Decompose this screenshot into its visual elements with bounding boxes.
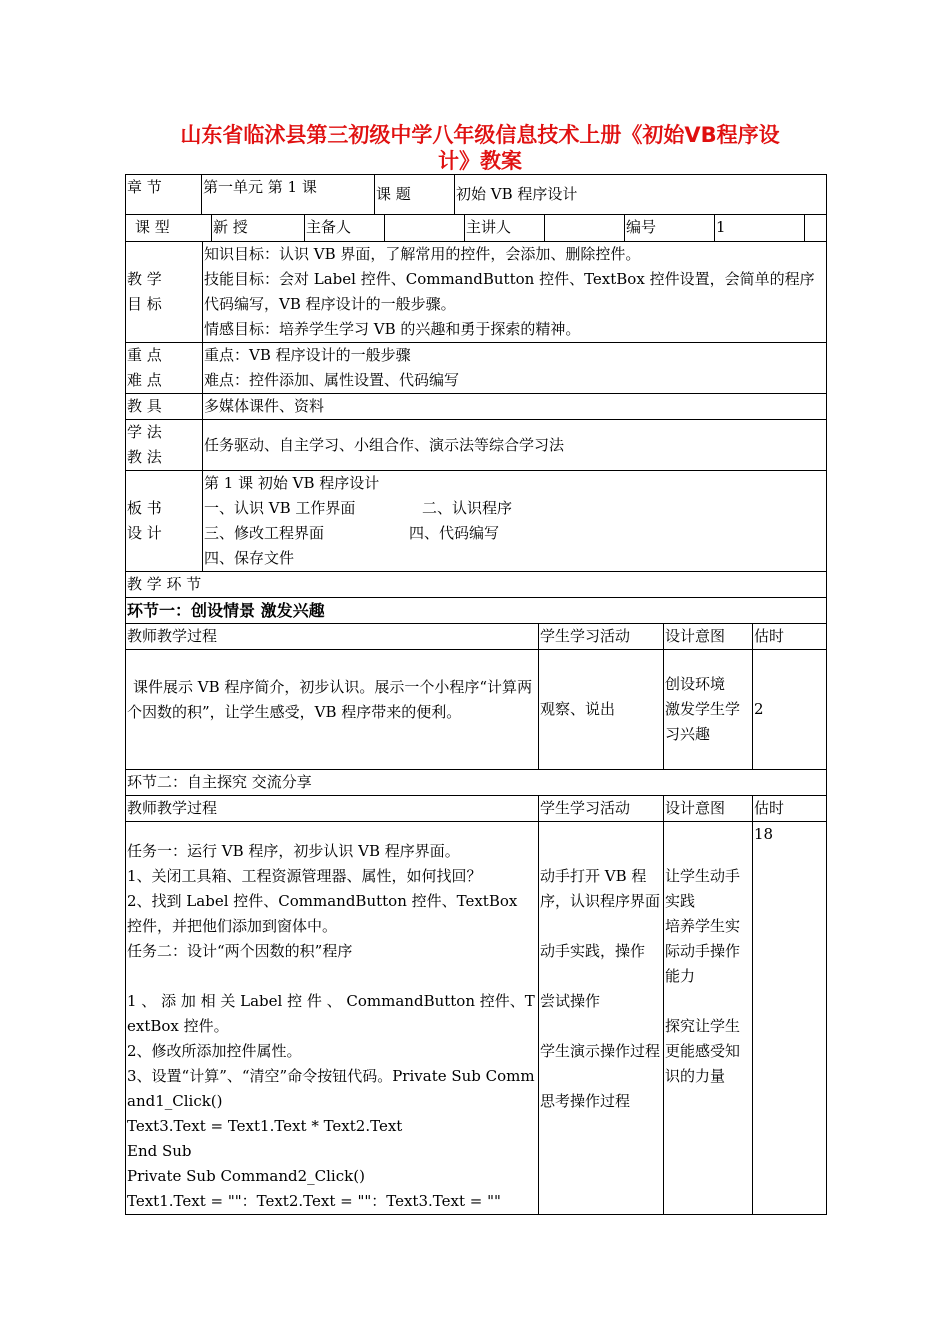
stage2-intent-3: 探究让学生更能感受知识的力量 xyxy=(665,1017,741,1085)
stage1-intent xyxy=(664,650,753,770)
methods-label xyxy=(126,420,203,471)
board-line-2 xyxy=(204,496,825,521)
preparer-value xyxy=(385,215,465,242)
empty-cell xyxy=(805,215,827,242)
stage1-col-time: 估时 xyxy=(753,624,827,650)
stage2-teacher-gap xyxy=(127,964,537,989)
stage2-teacher-line: 3、设置“计算”、“清空”命令按钮代码。Private Sub Command1_Click() xyxy=(127,1067,535,1110)
stage2-student-4: 学生演示操作过程 xyxy=(540,1042,661,1060)
board-item-2: 二、认识程序 xyxy=(422,499,513,517)
stage2-intent xyxy=(664,822,753,1215)
stage2-student-gap xyxy=(540,1014,662,1039)
stage2-teacher-line: Text1.Text = ""：Text2.Text = ""：Text3.Text = "" xyxy=(127,1192,501,1210)
emotion-objective: 情感目标：培养学生学习 VB 的兴趣和勇于探索的精神。 xyxy=(204,320,581,338)
tools-value: 多媒体课件、资料 xyxy=(203,394,827,420)
methods-label-1: 学 法 xyxy=(127,423,162,441)
stage1-teacher-text: 课件展示 VB 程序简介，初步认识。展示一个小程序“计算两个因数的积”，让学生感受，VB 程序带来的便利。 xyxy=(127,677,533,721)
document-title xyxy=(130,122,830,174)
stage2-student-2: 动手实践，操作 xyxy=(540,942,646,960)
stage1-table xyxy=(125,597,827,1215)
keypoints-label-1: 重 点 xyxy=(127,346,162,364)
header-table-1 xyxy=(125,174,827,215)
board-item-1: 一、认识 VB 工作界面 xyxy=(204,499,356,517)
methods-value: 任务驱动、自主学习、小组合作、演示法等综合学习法 xyxy=(203,420,827,471)
lesson-plan xyxy=(125,174,826,1215)
title-line-2: 计》教案 xyxy=(438,149,522,173)
stage1-heading: 环节一：创设情景 激发兴趣 xyxy=(126,598,827,624)
stage1-col-student: 学生学习活动 xyxy=(539,624,664,650)
objectives-label-1: 教 学 xyxy=(127,270,162,288)
objectives-label xyxy=(126,242,203,343)
stage1-teacher xyxy=(126,650,539,770)
stage2-teacher-line: End Sub xyxy=(127,1142,192,1160)
body-table xyxy=(125,241,827,598)
chapter-label: 章 节 xyxy=(126,175,202,215)
teaching-process-label: 教 学 环 节 xyxy=(126,572,827,598)
keypoints-label-2: 难 点 xyxy=(127,371,162,389)
number-label: 编号 xyxy=(625,215,715,242)
topic-label: 课 题 xyxy=(375,175,455,215)
stage2-col-teacher: 教师教学过程 xyxy=(126,796,539,822)
topic-value: 初始 VB 程序设计 xyxy=(455,175,827,215)
stage1-student: 观察、说出 xyxy=(539,650,664,770)
preparer-label: 主备人 xyxy=(305,215,385,242)
stage2-intent-1: 让学生动手实践 xyxy=(665,867,741,910)
lecturer-value xyxy=(545,215,625,242)
type-label xyxy=(126,215,212,242)
methods-label-2: 教 法 xyxy=(127,448,162,466)
stage2-time: 18 xyxy=(753,822,827,1215)
stage2-teacher-line: Private Sub Command2_Click() xyxy=(127,1167,365,1185)
stage2-teacher-line: 2、修改所添加控件属性。 xyxy=(127,1042,302,1060)
keypoints-content xyxy=(203,343,827,394)
chapter-value: 第一单元 第 1 课 xyxy=(202,175,375,215)
stage2-student-gap xyxy=(540,914,662,939)
board-item-4: 四、代码编写 xyxy=(409,524,500,542)
stage2-student-gap xyxy=(540,1064,662,1089)
tools-label: 教 具 xyxy=(126,394,203,420)
stage2-teacher-line: 1 、 添 加 相 关 Label 控 件 、 CommandButton 控件、TextBox 控件。 xyxy=(127,992,535,1035)
stage2-intent-2: 培养学生实际动手操作能力 xyxy=(665,917,741,985)
stage2-teacher-line: Text3.Text = Text1.Text * Text2.Text xyxy=(127,1117,403,1135)
title-line-1: 山东省临沭县第三初级中学八年级信息技术上册《初始VB程序设 xyxy=(180,123,780,147)
objectives-label-2: 目 标 xyxy=(127,295,162,313)
stage2-heading: 环节二：自主探究 交流分享 xyxy=(126,770,827,796)
board-label xyxy=(126,471,203,572)
stage2-teacher xyxy=(126,822,539,1215)
board-content xyxy=(203,471,827,572)
stage2-teacher-line: 任务二：设计“两个因数的积”程序 xyxy=(127,942,353,960)
stage2-student-gap xyxy=(540,964,662,989)
stage2-student-1: 动手打开 VB 程序，认识程序界面 xyxy=(540,867,661,910)
knowledge-objective: 知识目标：认识 VB 界面，了解常用的控件，会添加、删除控件。 xyxy=(204,245,641,263)
stage2-student xyxy=(539,822,664,1215)
stage2-intent-gap xyxy=(665,989,751,1014)
skill-objective: 技能目标：会对 Label 控件、CommandButton 控件、TextBox 控件设置，会简单的程序代码编写，VB 程序设计的一般步骤。 xyxy=(204,270,815,313)
difficulty-point: 难点：控件添加、属性设置、代码编写 xyxy=(204,371,460,389)
keypoints-label xyxy=(126,343,203,394)
board-line-3 xyxy=(204,521,825,546)
number-value: 1 xyxy=(715,215,805,242)
objectives-content xyxy=(203,242,827,343)
key-point: 重点：VB 程序设计的一般步骤 xyxy=(204,346,411,364)
type-label-text: 课 型 xyxy=(135,218,170,236)
lecturer-label: 主讲人 xyxy=(465,215,545,242)
stage2-teacher-line: 任务一：运行 VB 程序，初步认识 VB 程序界面。 xyxy=(127,842,460,860)
stage2-teacher-line: 1、关闭工具箱、工程资源管理器、属性，如何找回？ xyxy=(127,867,482,885)
stage1-intent-2: 激发学生学习兴趣 xyxy=(665,700,741,743)
stage2-col-intent: 设计意图 xyxy=(664,796,753,822)
board-item-5: 四、保存文件 xyxy=(204,549,295,567)
board-line-1: 第 1 课 初始 VB 程序设计 xyxy=(204,474,380,492)
stage1-col-intent: 设计意图 xyxy=(664,624,753,650)
stage1-intent-1: 创设环境 xyxy=(665,675,726,693)
stage1-col-teacher: 教师教学过程 xyxy=(126,624,539,650)
board-item-3: 三、修改工程界面 xyxy=(204,524,325,542)
header-table-2 xyxy=(125,214,827,242)
stage2-teacher-line: 2、找到 Label 控件、CommandButton 控件、TextBox 控件，并把他们添加到窗体中。 xyxy=(127,892,518,935)
stage2-student-5: 思考操作过程 xyxy=(540,1092,631,1110)
stage2-student-3: 尝试操作 xyxy=(540,992,601,1010)
board-label-2: 设 计 xyxy=(127,524,162,542)
stage2-col-student: 学生学习活动 xyxy=(539,796,664,822)
stage1-time: 2 xyxy=(753,650,827,770)
stage2-col-time: 估时 xyxy=(753,796,827,822)
type-value: 新 授 xyxy=(212,215,305,242)
board-label-1: 板 书 xyxy=(127,499,162,517)
